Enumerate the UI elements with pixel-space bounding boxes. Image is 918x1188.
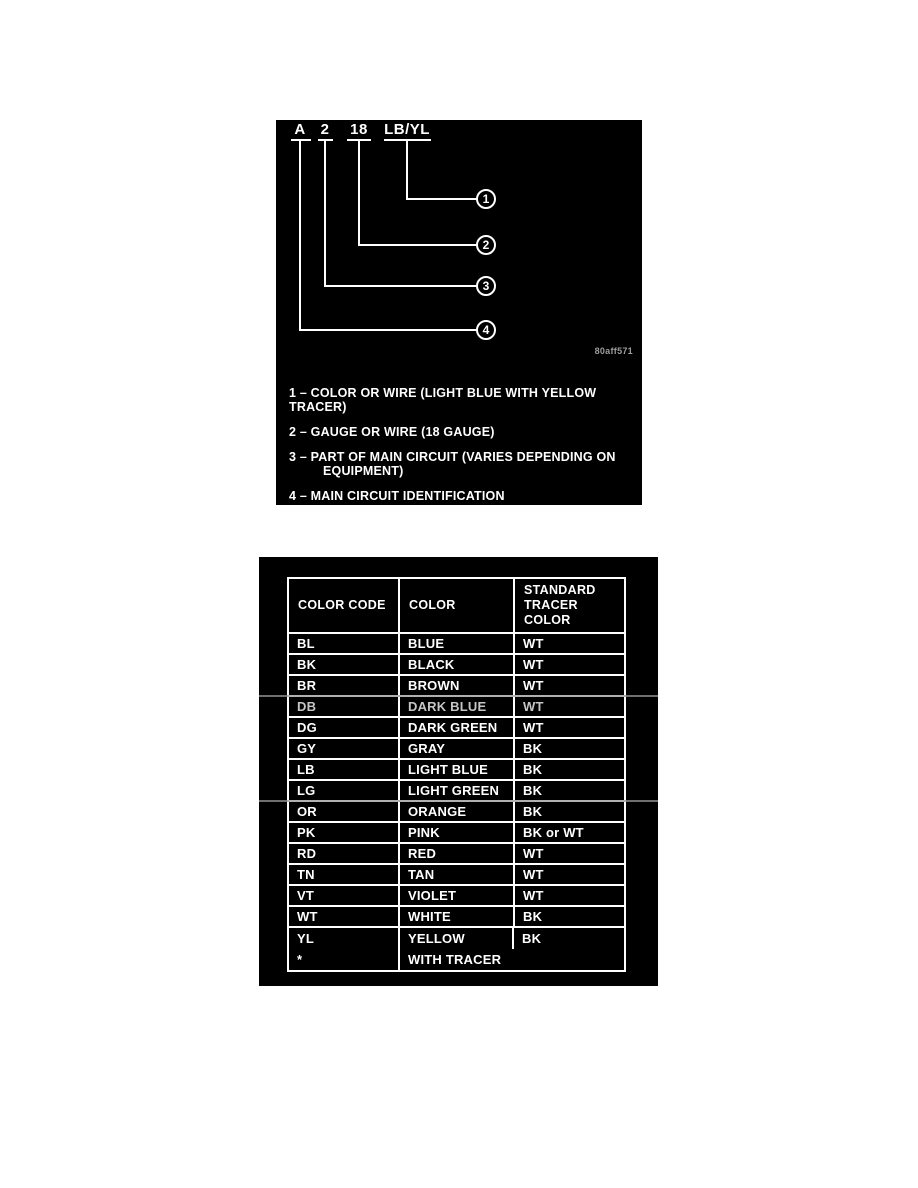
header-row [288,578,625,633]
table-row [288,801,625,822]
cell-tracer: WT [514,864,625,885]
cell-color-code: PK [288,822,399,843]
cell-color-code: RD [288,843,399,864]
callout-line [299,329,477,331]
cell-color-code: GY [288,738,399,759]
table-row [288,864,625,885]
cell-color-code: BK [288,654,399,675]
cell-color: BLUE [399,633,514,654]
cell-tracer: WT [514,843,625,864]
callout-line [406,198,477,200]
cell-tracer: BK [514,759,625,780]
code-yl: YL [297,931,315,946]
table-row [288,843,625,864]
table-row [288,696,625,717]
legend-item-3-line1: 3 – PART OF MAIN CIRCUIT (VARIES DEPENDING ON [289,450,616,464]
table-row [288,822,625,843]
legend-item-4: 4 – MAIN CIRCUIT IDENTIFICATION [289,489,505,503]
table-row [288,885,625,906]
cell-tracer [514,927,625,971]
cell-color-code: VT [288,885,399,906]
callout-circle-3: 3 [476,276,496,296]
color-code-table-wrap [287,577,626,972]
cell-color-code: LG [288,780,399,801]
callout-line [324,285,477,287]
legend-item-3 [289,450,629,478]
cell-tracer: BK [514,801,625,822]
cell-color [399,927,514,971]
table-row [288,780,625,801]
cell-color: DARK GREEN [399,717,514,738]
code-star: * [297,952,303,967]
cell-color: ORANGE [399,801,514,822]
cell-tracer: WT [514,654,625,675]
col-header-color-code: COLOR CODE [288,578,399,633]
legend-item-2: 2 – GAUGE OR WIRE (18 GAUGE) [289,425,495,439]
cell-color: BROWN [399,675,514,696]
cell-color: LIGHT BLUE [399,759,514,780]
callout-circle-1: 1 [476,189,496,209]
cell-tracer: BK [514,906,625,927]
callout-circle-2: 2 [476,235,496,255]
legend-item-1: 1 – COLOR OR WIRE (LIGHT BLUE WITH YELLOW TRACER) [289,386,597,414]
table-row [288,738,625,759]
callout-circle-4: 4 [476,320,496,340]
table-row [288,654,625,675]
cell-color: BLACK [399,654,514,675]
callout-line [406,141,408,200]
cell-tracer: BK [514,738,625,759]
figure-legend [289,386,629,505]
color-code-table-panel [259,557,658,986]
scan-artifact-line [259,800,658,802]
callout-line [324,141,326,287]
underline [291,139,311,141]
code-label-circuit-part: 2 [320,121,330,138]
cell-tracer: WT [514,633,625,654]
callout-line [358,141,360,246]
cell-color: DARK BLUE [399,696,514,717]
code-label-gauge: 18 [350,121,368,138]
code-label-wire-color: LB/YL [384,121,430,138]
cell-color: RED [399,843,514,864]
cell-color: WHITE [399,906,514,927]
cell-tracer: WT [514,696,625,717]
cell-color-code: DB [288,696,399,717]
cell-color-code: BL [288,633,399,654]
cell-color-code: OR [288,801,399,822]
table-row [288,675,625,696]
table-row-yellow-with-tracer [288,927,625,971]
cell-tracer: WT [514,675,625,696]
cell-color-code: WT [288,906,399,927]
col-header-standard-tracer-color: STANDARD TRACER COLOR [514,578,625,633]
cell-color: VIOLET [399,885,514,906]
cell-tracer: BK [514,780,625,801]
col-header-color: COLOR [399,578,514,633]
color-yellow: YELLOW [408,931,465,946]
table-row [288,759,625,780]
color-code-table [287,577,626,972]
cell-color-code: BR [288,675,399,696]
cell-tracer: WT [514,717,625,738]
cell-color-code: LB [288,759,399,780]
cell-color-code: TN [288,864,399,885]
figure-code: 80aff571 [594,346,633,356]
cell-color: LIGHT GREEN [399,780,514,801]
callout-line [299,141,301,331]
cell-color-code: DG [288,717,399,738]
tracer-bk: BK [522,931,542,946]
scan-artifact-line [259,695,658,697]
code-label-main-circuit: A [294,121,306,138]
cell-color: TAN [399,864,514,885]
color-with-tracer: WITH TRACER [408,952,502,967]
cell-color: GRAY [399,738,514,759]
cell-color: PINK [399,822,514,843]
cell-tracer: BK or WT [514,822,625,843]
cell-color-code [288,927,399,971]
legend-item-3-line2: EQUIPMENT) [323,464,404,478]
cell-tracer: WT [514,885,625,906]
table-row [288,633,625,654]
wire-code-figure-panel [276,120,642,505]
callout-line [358,244,477,246]
table-row [288,906,625,927]
table-row [288,717,625,738]
